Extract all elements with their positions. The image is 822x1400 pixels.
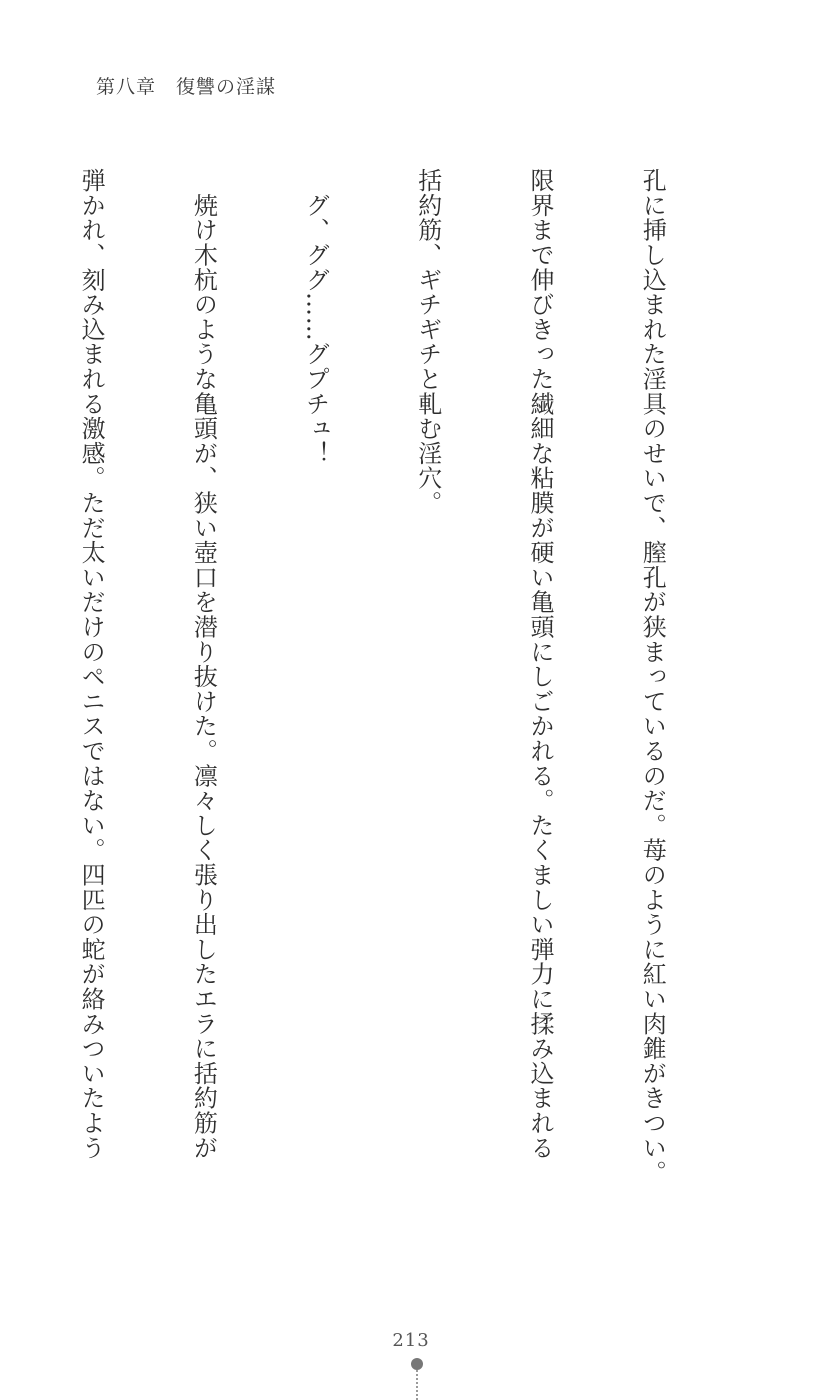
page-marker-line (416, 1370, 418, 1400)
text-line: 焼け木杭のような亀頭が、狭い壺口を潜り抜けた。凛々しく張り出したエラに括約筋が (189, 168, 218, 1160)
body-text (77, 168, 745, 1185)
page-number: 213 (392, 1330, 430, 1351)
text-line: 限界まで伸びきった繊細な粘膜が硬い亀頭にしごかれる。たくましい弾力に揉み込まれる (525, 168, 554, 1160)
page-marker-dot (411, 1358, 423, 1370)
text-line: 孔に挿し込まれた淫具のせいで、膣孔が狭まっているのだ。苺のように紅い肉錐がきつい。 (638, 168, 667, 1185)
text-line: グ、ググ……グプチュ！ (301, 168, 330, 466)
text-line: 弾かれ、刻み込まれる激感。ただ太いだけのペニスではない。四匹の蛇が絡みついたよう (77, 168, 106, 1160)
running-head: 第八章 復讐の淫謀 (96, 76, 277, 98)
text-line: 括約筋、ギチギチと軋む淫穴。 (413, 168, 442, 516)
